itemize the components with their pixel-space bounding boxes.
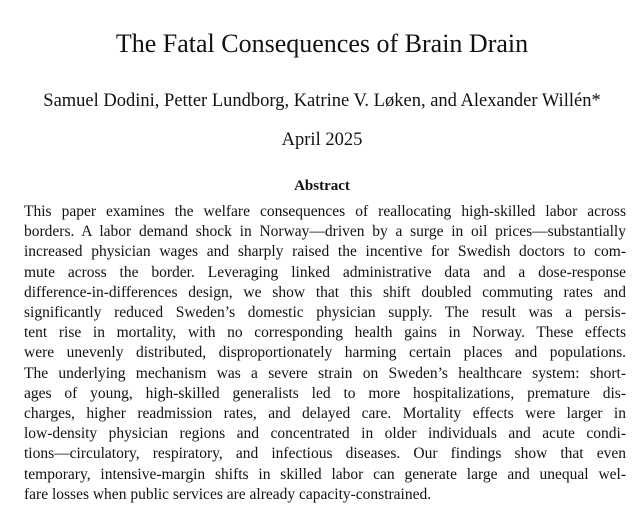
- publication-date: April 2025: [281, 130, 363, 150]
- abstract-heading: Abstract: [294, 178, 350, 194]
- abstract-line: were unevenly distributed, disproportionately harming certain places and populations.: [24, 344, 626, 362]
- abstract-line: difference-in-differences design, we show that this shift doubled commuting rates and: [24, 283, 626, 301]
- abstract-body: [24, 202, 626, 505]
- abstract-line: significantly reduced Sweden’s domestic physician supply. The result was a persis-: [24, 304, 626, 322]
- paper-title: The Fatal Consequences of Brain Drain: [115, 29, 529, 58]
- abstract-line: low-density physician regions and concentrated in older individuals and acute condi-: [24, 425, 626, 443]
- abstract-line: This paper examines the welfare consequences of reallocating high-skilled labor across: [24, 203, 626, 220]
- abstract-line: mute across the border. Leveraging linked administrative data and a dose-response: [24, 263, 626, 281]
- abstract-line: borders. A labor demand shock in Norway—driven by a surge in oil prices—substantially: [24, 223, 626, 241]
- abstract-line: The underlying mechanism was a severe strain on Sweden’s healthcare system: short-: [24, 364, 626, 382]
- author-list: Samuel Dodini, Petter Lundborg, Katrine V. Løken, and Alexander Willén*: [43, 91, 601, 111]
- abstract-line: fare losses when public services are already capacity-constrained.: [24, 485, 432, 503]
- abstract-line: temporary, intensive-margin shifts in skilled labor can generate large and unequal wel-: [24, 465, 626, 483]
- abstract-line: tent rise in mortality, with no corresponding health gains in Norway. These effects: [24, 324, 626, 342]
- abstract-line: ages of young, high-skilled generalists led to more hospitalizations, premature dis-: [24, 384, 626, 402]
- abstract-line: charges, higher readmission rates, and delayed care. Mortality effects were larger in: [24, 405, 626, 423]
- abstract-line: increased physician wages and sharply raised the incentive for Swedish doctors to com-: [24, 243, 626, 261]
- abstract-line: tions—circulatory, respiratory, and infectious diseases. Our findings show that even: [24, 445, 626, 463]
